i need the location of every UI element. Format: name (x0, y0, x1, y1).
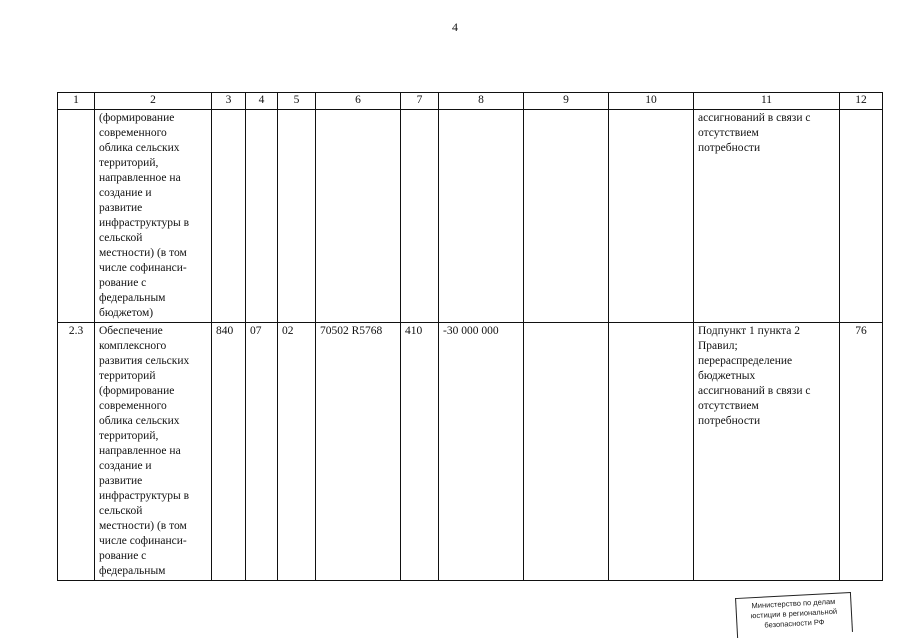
amount-cell-3 (609, 110, 694, 323)
column-header: 4 (246, 93, 278, 110)
row-number-cell (58, 110, 95, 323)
amount-cell-2 (524, 323, 609, 581)
column-header: 11 (694, 93, 840, 110)
stamp-line: безопасности РФ (764, 617, 825, 630)
subsection-cell: 02 (278, 323, 316, 581)
column-header: 3 (212, 93, 246, 110)
column-header: 5 (278, 93, 316, 110)
subsection-cell (278, 110, 316, 323)
column-header: 6 (316, 93, 401, 110)
column-header: 10 (609, 93, 694, 110)
reference-cell: 76 (840, 323, 883, 581)
basis-cell: ассигнований в связи с отсутствием потребности (694, 110, 840, 323)
column-header: 12 (840, 93, 883, 110)
stamp-line: Министерство по делам (751, 596, 836, 611)
column-header: 8 (439, 93, 524, 110)
amount-cell (439, 110, 524, 323)
expense-type-cell: 410 (401, 323, 439, 581)
section-cell (246, 110, 278, 323)
section-cell: 07 (246, 323, 278, 581)
stamp-line: юстиции в региональной (750, 606, 838, 621)
basis-cell: Подпункт 1 пункта 2 Правил; перераспределение бюджетных ассигнований в связи с отсутствием потребности (694, 323, 840, 581)
amount-cell-2 (524, 110, 609, 323)
target-article-cell: 70502 R5768 (316, 323, 401, 581)
description-cell: Обеспечение комплексного развития сельских территорий (формирование современного облика сельских территорий, направленное на создание и развитие инфраструктуры в сельской местности) (в том числе софинанси- рование с федеральным (95, 323, 212, 581)
column-header: 2 (95, 93, 212, 110)
amount-cell: -30 000 000 (439, 323, 524, 581)
column-header: 7 (401, 93, 439, 110)
table-header-row (58, 93, 883, 110)
amount-cell-3 (609, 323, 694, 581)
code-cell (212, 110, 246, 323)
table-row (58, 110, 883, 323)
column-header: 9 (524, 93, 609, 110)
ministry-stamp (735, 592, 853, 638)
column-header: 1 (58, 93, 95, 110)
code-cell: 840 (212, 323, 246, 581)
reference-cell (840, 110, 883, 323)
document-table (57, 92, 883, 581)
table-row (58, 323, 883, 581)
row-number-cell: 2.3 (58, 323, 95, 581)
target-article-cell (316, 110, 401, 323)
description-cell: (формирование современного облика сельских территорий, направленное на создание и развитие инфраструктуры в сельской местности) (в том числе софинанси- рование с федеральным бюджетом) (95, 110, 212, 323)
page-number: 4 (452, 20, 458, 34)
expense-type-cell (401, 110, 439, 323)
